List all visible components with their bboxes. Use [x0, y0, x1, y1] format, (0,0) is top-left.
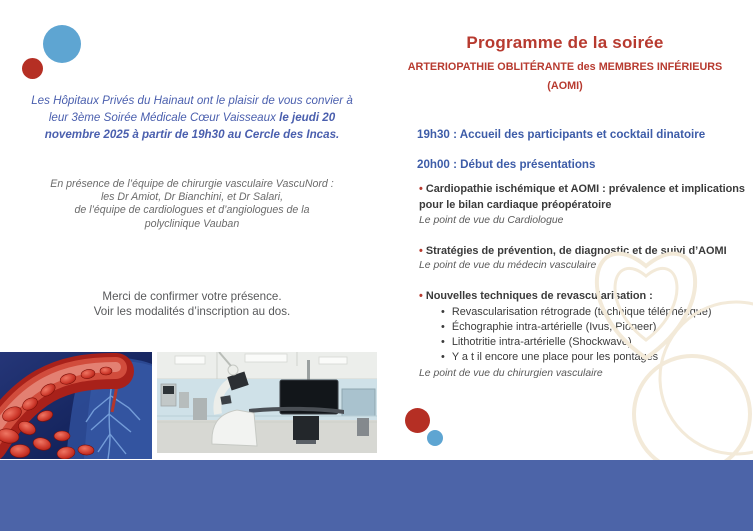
confirmation-line: Merci de confirmer votre présence.: [102, 290, 282, 303]
sub-bullet-icon: •: [441, 351, 445, 363]
team-presence-text: [30, 178, 354, 231]
sub-bullet-icon: •: [441, 321, 445, 333]
invitation-text: [24, 92, 360, 143]
topic-title: Cardiopathie ischémique et AOMI : prévalence et implications pour le bilan cardiaque préopératoire: [419, 183, 745, 211]
subitem-revascularisation-retrograde: [441, 305, 741, 320]
program-subtitle-line2: (AOMI): [547, 80, 583, 92]
invitation-text-normal: Les Hôpitaux Privés du Hainaut ont le plaisir de vous convier à leur 3ème Soirée Médicale Cœur Vaisseaux: [31, 94, 353, 124]
sub-bullet-icon: •: [441, 306, 445, 318]
program-title: Programme de la soirée: [466, 33, 664, 52]
sub-bullet-icon: •: [441, 336, 445, 348]
subitem-label: Revascularisation rétrograde (technique téléphérique): [451, 306, 712, 318]
bullet-icon: •: [419, 183, 423, 195]
red-dot-bottom-icon: [405, 408, 430, 433]
subitem-lithotritie: [441, 335, 741, 350]
confirmation-text: [30, 289, 354, 319]
program-subtitle-line1: ARTERIOPATHIE OBLITÉRANTE des MEMBRES INFÉRIEURS: [407, 61, 723, 73]
footer-band: [0, 460, 753, 531]
viewpoint-chirurgien-vasculaire: Le point de vue du chirurgien vasculaire: [419, 368, 603, 379]
team-line: les Dr Amiot, Dr Bianchini, et Dr Salari,: [100, 191, 284, 204]
viewpoint-medecin-vasculaire: Le point de vue du médecin vasculaire: [419, 260, 597, 271]
topic-strategies: [419, 243, 749, 259]
subitem-label: Lithotritie intra-artérielle (Shockwave): [451, 336, 632, 348]
red-dot-top-icon: [22, 58, 43, 79]
team-line: En présence de l’équipe de chirurgie vasculaire VascuNord :: [50, 178, 334, 190]
topic-title: Nouvelles techniques de revascularisation :: [425, 290, 653, 302]
subitem-echographie: [441, 320, 741, 335]
topic-revascularisation: [419, 288, 749, 304]
viewpoint-cardiologue: Le point de vue du Cardiologue: [419, 215, 564, 226]
topic-title: Stratégies de prévention, de diagnostic et de suivi d’AOMI: [425, 245, 727, 257]
subitem-label: Y a t il encore une place pour les pontages: [451, 351, 659, 363]
bullet-icon: •: [419, 245, 423, 257]
operating-room-graphic: [157, 352, 377, 453]
confirmation-line: Voir les modalités d’inscription au dos.: [93, 305, 291, 318]
subitem-pontages: [441, 350, 741, 365]
blue-dot-top-icon: [43, 25, 81, 63]
artery-illustration-graphic: [0, 352, 152, 459]
subitem-label: Échographie intra-artérielle (Ivus, Pioneer): [451, 321, 657, 333]
invitation-text-date: le jeudi 20 novembre 2025 à partir de 19h30 au Cercle des Incas.: [44, 111, 340, 141]
operating-room-photo: [157, 352, 377, 453]
team-line: polyclinique Vauban: [144, 217, 240, 230]
topic-cardiopathie: [419, 181, 749, 213]
team-line: de l’équipe de cardiologues et d’angiologues de la: [74, 204, 310, 217]
bullet-icon: •: [419, 290, 423, 302]
blue-dot-bottom-icon: [427, 430, 443, 446]
schedule-item-19h30: 19h30 : Accueil des participants et cocktail dinatoire: [417, 128, 706, 141]
artery-illustration-photo: [0, 352, 152, 459]
schedule-item-20h00: 20h00 : Début des présentations: [417, 158, 596, 171]
